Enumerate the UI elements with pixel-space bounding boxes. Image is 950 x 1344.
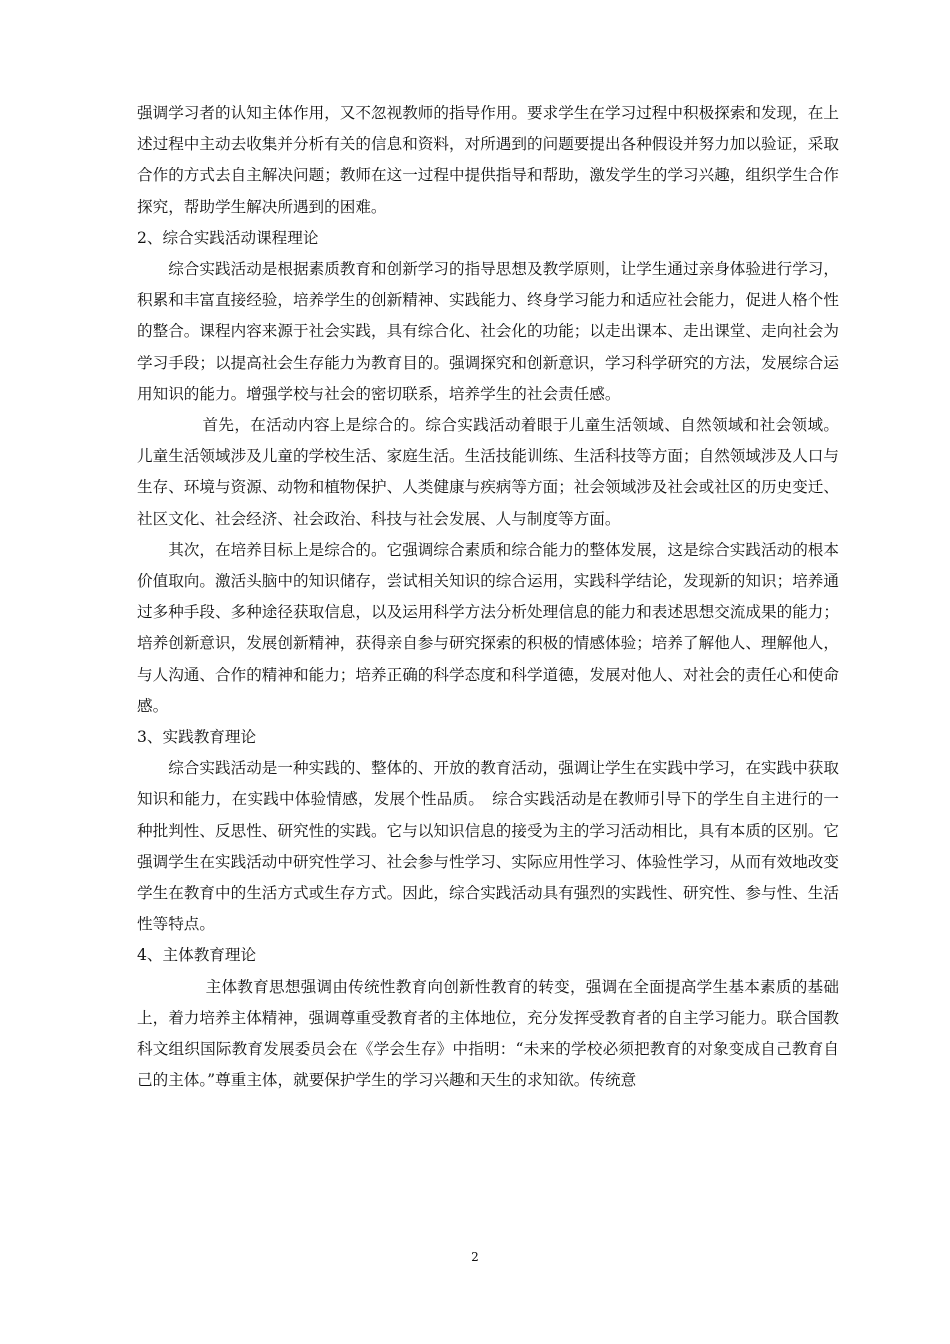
paragraph-practice-course-theory: 综合实践活动是根据素质教育和创新学习的指导思想及教学原则，让学生通过亲身体验进行学习，积累和丰富直接经验，培养学生的创新精神、实践能力、终身学习能力和适应社会能力，促进人格个性的整合。课程内容来源于社会实践，具有综合化、社会化的功能；以走出课本、走出课堂、走向社会为学习手段；以提高社会生存能力为教育目的。强调探究和创新意识，学习科学研究的方法，发展综合运用知识的能力。增强学校与社会的密切联系，培养学生的社会责任感。 [137, 260, 839, 403]
paragraph-training-goals: 其次，在培养目标上是综合的。它强调综合素质和综合能力的整体发展，这是综合实践活动的根本价值取向。激活头脑中的知识储存，尝试相关知识的综合运用，实践科学结论，发现新的知识；培养通过多种手段、多种途径获取信息，以及运用科学方法分析处理信息的能力和表述思想交流成果的能力；培养创新意识，发展创新精神，获得亲自参与研究探索的积极的情感体验；培养了解他人、理解他人，与人沟通、合作的精神和能力；培养正确的科学态度和科学道德，发展对他人、对社会的责任心和使命感。 [137, 540, 839, 715]
paragraph-subject-education: 主体教育思想强调由传统性教育向创新性教育的转变，强调在全面提高学生基本素质的基础上，着力培养主体精神，强调尊重受教育者的主体地位，充分发挥受教育者的自主学习能力。联合国教科文组织国际教育发展委员会在《学会生存》中指明：“未来的学校必须把教育的对象变成自己教育自己的主体。”尊重主体，就要保护学生的学习兴趣和天生的求知欲。传统意 [137, 977, 839, 1090]
page-number: 2 [471, 1250, 479, 1264]
section-heading-4: 4、主体教育理论 [137, 946, 257, 965]
paragraph-practice-education: 综合实践活动是一种实践的、整体的、开放的教育活动，强调让学生在实践中学习，在实践中获取知识和能力，在实践中体验情感，发展个性品质。 综合实践活动是在教师引导下的学生自主进行的一种批判性、反思性、研究性的实践。它与以知识信息的接受为主的学习活动相比，具有本质的区别。它强调学生在实践活动中研究性学习、社会参与性学习、实际应用性学习、体验性学习，从而有效地改变学生在教育中的生活方式或生存方式。因此，综合实践活动具有强烈的实践性、研究性、参与性、生活性等特点。 [137, 759, 839, 934]
section-heading-2: 2、综合实践活动课程理论 [137, 228, 319, 247]
paragraph-activity-content: 首先，在活动内容上是综合的。综合实践活动着眼于儿童生活领域、自然领域和社会领域。儿童生活领域涉及儿童的学校生活、家庭生活。生活技能训练、生活科技等方面；自然领域涉及人口与生存、环境与资源、动物和植物保护、人类健康与疾病等方面；社会领域涉及社会或社区的历史变迁、社区文化、社会经济、社会政治、科技与社会发展、人与制度等方面。 [137, 416, 839, 528]
section-heading-3: 3、实践教育理论 [137, 728, 257, 747]
paragraph-learner-role: 强调学习者的认知主体作用，又不忽视教师的指导作用。要求学生在学习过程中积极探索和发现，在上述过程中主动去收集并分析有关的信息和资料，对所遇到的问题要提出各种假设并努力加以验证，采取合作的方式去自主解决问题；教师在这一过程中提供指导和帮助，激发学生的学习兴趣，组织学生合作探究，帮助学生解决所遇到的困难。 [137, 104, 839, 216]
document-body [137, 98, 839, 1097]
